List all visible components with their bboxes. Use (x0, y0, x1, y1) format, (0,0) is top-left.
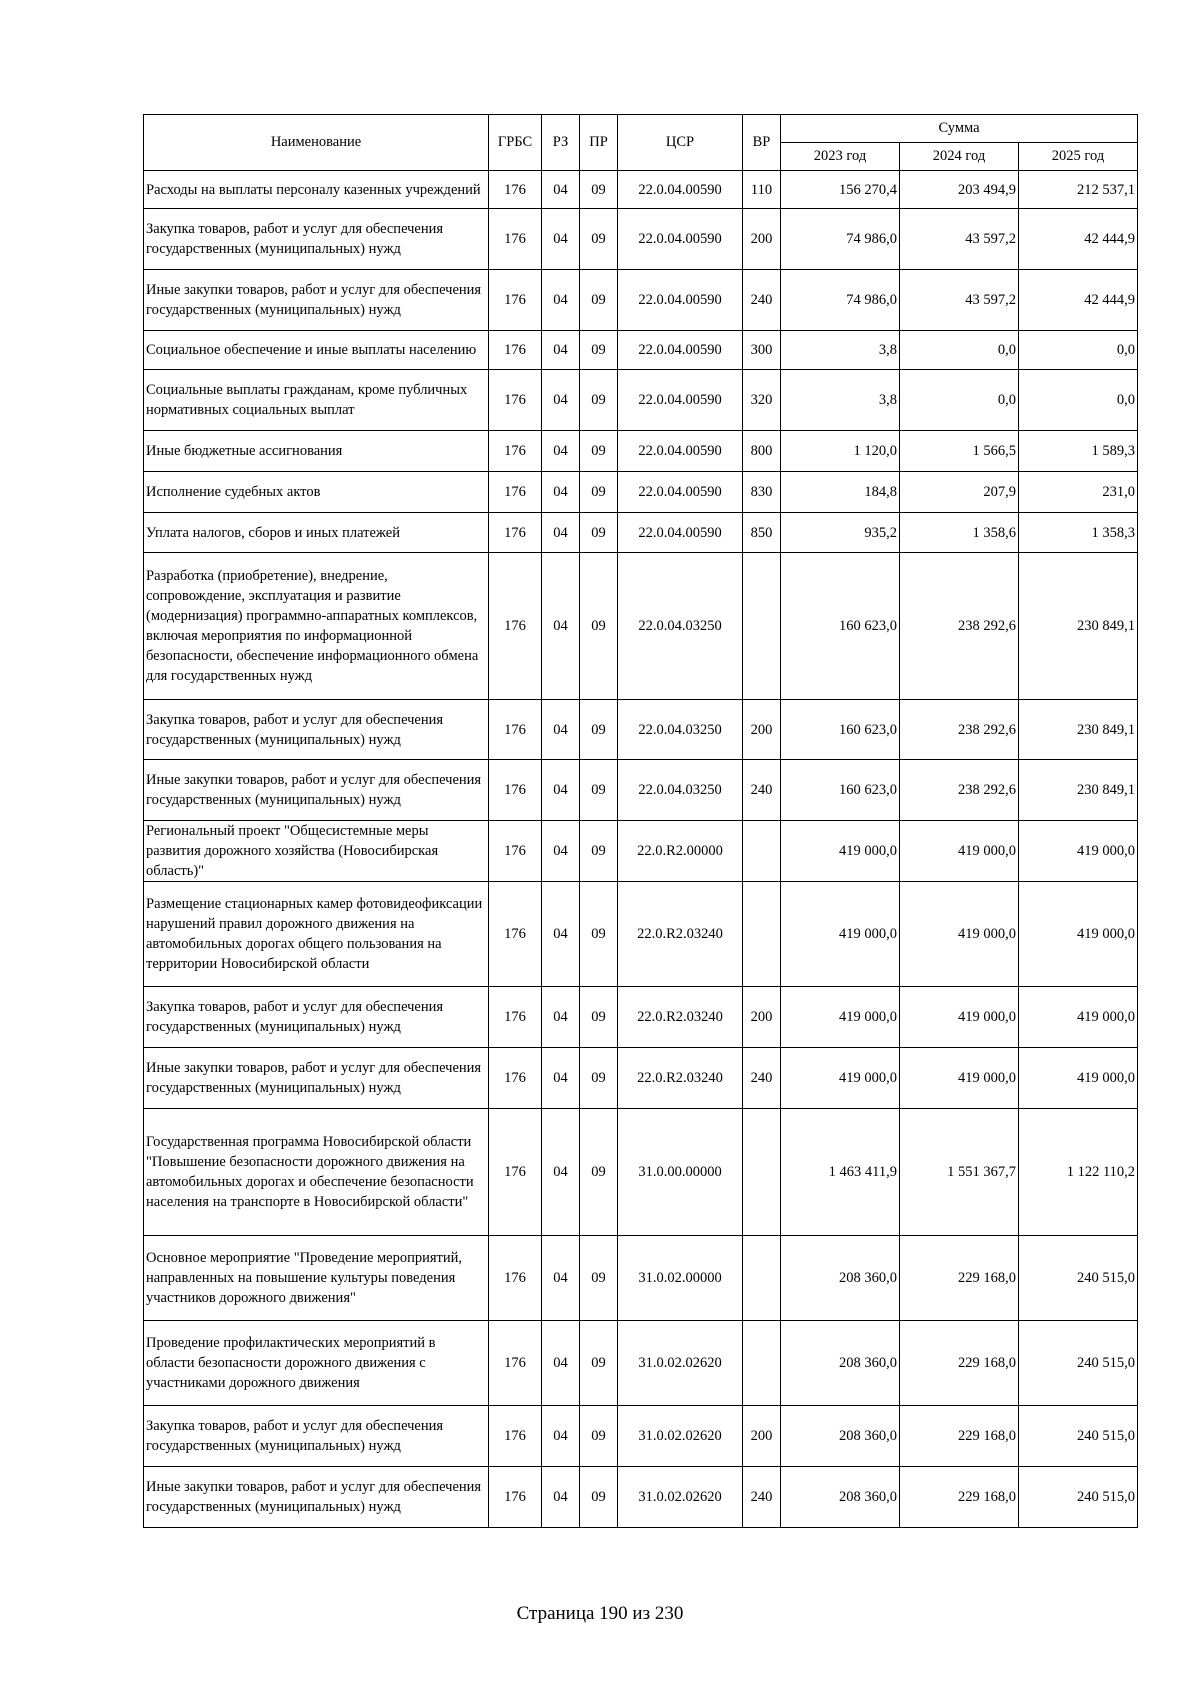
header-pr: ПР (580, 115, 618, 171)
cell-rz: 04 (542, 370, 580, 431)
cell-grbs: 176 (489, 1321, 542, 1406)
cell-vr: 240 (743, 1048, 781, 1109)
cell-grbs: 176 (489, 1236, 542, 1321)
cell-pr: 09 (580, 821, 618, 882)
cell-2023: 419 000,0 (781, 821, 900, 882)
cell-2024: 238 292,6 (900, 700, 1019, 760)
cell-2023: 1 463 411,9 (781, 1109, 900, 1236)
cell-grbs: 176 (489, 209, 542, 270)
cell-rz: 04 (542, 431, 580, 472)
table-row (144, 1321, 1138, 1406)
cell-2024: 238 292,6 (900, 760, 1019, 821)
table-body (144, 171, 1138, 1528)
cell-grbs: 176 (489, 821, 542, 882)
cell-csr: 31.0.02.00000 (618, 1236, 743, 1321)
cell-2024: 238 292,6 (900, 553, 1019, 700)
cell-pr: 09 (580, 1321, 618, 1406)
table-row (144, 472, 1138, 513)
header-2024: 2024 год (900, 143, 1019, 171)
cell-2024: 43 597,2 (900, 270, 1019, 331)
cell-name: Иные закупки товаров, работ и услуг для обеспечения государственных (муниципальных) нужд (144, 1048, 489, 1109)
cell-2023: 160 623,0 (781, 553, 900, 700)
cell-pr: 09 (580, 760, 618, 821)
cell-csr: 22.0.04.00590 (618, 513, 743, 553)
table-row (144, 513, 1138, 553)
cell-csr: 22.0.04.00590 (618, 472, 743, 513)
cell-name: Социальное обеспечение и иные выплаты населению (144, 331, 489, 370)
cell-2025: 419 000,0 (1019, 882, 1138, 987)
cell-name: Закупка товаров, работ и услуг для обеспечения государственных (муниципальных) нужд (144, 987, 489, 1048)
cell-pr: 09 (580, 370, 618, 431)
header-name: Наименование (144, 115, 489, 171)
cell-rz: 04 (542, 1048, 580, 1109)
cell-rz: 04 (542, 821, 580, 882)
cell-2024: 419 000,0 (900, 882, 1019, 987)
cell-grbs: 176 (489, 700, 542, 760)
header-grbs: ГРБС (489, 115, 542, 171)
cell-pr: 09 (580, 431, 618, 472)
cell-name: Иные бюджетные ассигнования (144, 431, 489, 472)
cell-2023: 1 120,0 (781, 431, 900, 472)
cell-2023: 74 986,0 (781, 209, 900, 270)
table-row (144, 553, 1138, 700)
cell-vr (743, 553, 781, 700)
cell-rz: 04 (542, 472, 580, 513)
table-row (144, 700, 1138, 760)
cell-vr (743, 1236, 781, 1321)
cell-name: Размещение стационарных камер фотовидеофиксации нарушений правил дорожного движения на автомобильных дорогах общего пользования на территории Новосибирской области (144, 882, 489, 987)
cell-2024: 419 000,0 (900, 821, 1019, 882)
cell-csr: 22.0.R2.03240 (618, 882, 743, 987)
cell-vr: 200 (743, 209, 781, 270)
cell-vr: 240 (743, 1467, 781, 1528)
cell-grbs: 176 (489, 1406, 542, 1467)
cell-rz: 04 (542, 1236, 580, 1321)
cell-2025: 42 444,9 (1019, 270, 1138, 331)
cell-2023: 419 000,0 (781, 1048, 900, 1109)
cell-pr: 09 (580, 513, 618, 553)
cell-csr: 22.0.04.03250 (618, 760, 743, 821)
cell-grbs: 176 (489, 331, 542, 370)
table-row (144, 431, 1138, 472)
cell-2024: 1 566,5 (900, 431, 1019, 472)
cell-pr: 09 (580, 1467, 618, 1528)
cell-grbs: 176 (489, 171, 542, 209)
cell-pr: 09 (580, 1406, 618, 1467)
cell-2023: 160 623,0 (781, 700, 900, 760)
cell-2025: 419 000,0 (1019, 1048, 1138, 1109)
cell-csr: 22.0.R2.03240 (618, 987, 743, 1048)
cell-2023: 208 360,0 (781, 1321, 900, 1406)
cell-name: Основное мероприятие "Проведение мероприятий, направленных на повышение культуры поведения участников дорожного движения" (144, 1236, 489, 1321)
table-row (144, 370, 1138, 431)
cell-vr: 850 (743, 513, 781, 553)
cell-2023: 160 623,0 (781, 760, 900, 821)
cell-csr: 22.0.04.03250 (618, 700, 743, 760)
cell-2025: 212 537,1 (1019, 171, 1138, 209)
cell-pr: 09 (580, 987, 618, 1048)
cell-2023: 208 360,0 (781, 1236, 900, 1321)
header-2023: 2023 год (781, 143, 900, 171)
cell-2025: 230 849,1 (1019, 700, 1138, 760)
cell-vr (743, 882, 781, 987)
cell-name: Закупка товаров, работ и услуг для обеспечения государственных (муниципальных) нужд (144, 1406, 489, 1467)
cell-csr: 31.0.00.00000 (618, 1109, 743, 1236)
cell-2024: 203 494,9 (900, 171, 1019, 209)
cell-pr: 09 (580, 270, 618, 331)
cell-2025: 1 589,3 (1019, 431, 1138, 472)
cell-grbs: 176 (489, 760, 542, 821)
cell-name: Государственная программа Новосибирской области "Повышение безопасности дорожного движения на автомобильных дорогах и обеспечение безопасности населения на транспорте в Новосибирской области" (144, 1109, 489, 1236)
cell-name: Расходы на выплаты персоналу казенных учреждений (144, 171, 489, 209)
cell-csr: 22.0.04.00590 (618, 171, 743, 209)
cell-2025: 230 849,1 (1019, 760, 1138, 821)
cell-pr: 09 (580, 700, 618, 760)
cell-2024: 229 168,0 (900, 1236, 1019, 1321)
header-vr: ВР (743, 115, 781, 171)
table-header (144, 115, 1138, 171)
cell-vr: 240 (743, 760, 781, 821)
cell-2025: 240 515,0 (1019, 1406, 1138, 1467)
cell-2024: 229 168,0 (900, 1321, 1019, 1406)
table-row (144, 987, 1138, 1048)
cell-name: Иные закупки товаров, работ и услуг для обеспечения государственных (муниципальных) нужд (144, 760, 489, 821)
cell-name: Разработка (приобретение), внедрение, сопровождение, эксплуатация и развитие (модернизация) программно-аппаратных комплексов, включая мероприятия по информационной безопасности, обеспечение информационного обмена для государственных нужд (144, 553, 489, 700)
cell-grbs: 176 (489, 1109, 542, 1236)
cell-2025: 240 515,0 (1019, 1467, 1138, 1528)
table-row (144, 171, 1138, 209)
cell-2024: 1 358,6 (900, 513, 1019, 553)
cell-grbs: 176 (489, 370, 542, 431)
cell-csr: 31.0.02.02620 (618, 1321, 743, 1406)
table-row (144, 882, 1138, 987)
cell-vr (743, 821, 781, 882)
cell-2025: 240 515,0 (1019, 1321, 1138, 1406)
cell-pr: 09 (580, 472, 618, 513)
cell-pr: 09 (580, 1236, 618, 1321)
header-2025: 2025 год (1019, 143, 1138, 171)
cell-pr: 09 (580, 331, 618, 370)
cell-2024: 229 168,0 (900, 1406, 1019, 1467)
cell-vr: 200 (743, 700, 781, 760)
cell-pr: 09 (580, 882, 618, 987)
cell-vr: 110 (743, 171, 781, 209)
cell-name: Иные закупки товаров, работ и услуг для обеспечения государственных (муниципальных) нужд (144, 270, 489, 331)
cell-pr: 09 (580, 209, 618, 270)
cell-2023: 935,2 (781, 513, 900, 553)
cell-2023: 3,8 (781, 331, 900, 370)
cell-2024: 229 168,0 (900, 1467, 1019, 1528)
cell-vr: 800 (743, 431, 781, 472)
cell-2025: 1 358,3 (1019, 513, 1138, 553)
cell-csr: 22.0.04.00590 (618, 331, 743, 370)
cell-rz: 04 (542, 700, 580, 760)
cell-2023: 3,8 (781, 370, 900, 431)
cell-rz: 04 (542, 553, 580, 700)
cell-2023: 419 000,0 (781, 987, 900, 1048)
table-row (144, 1048, 1138, 1109)
cell-name: Иные закупки товаров, работ и услуг для обеспечения государственных (муниципальных) нужд (144, 1467, 489, 1528)
cell-2024: 0,0 (900, 370, 1019, 431)
cell-2025: 230 849,1 (1019, 553, 1138, 700)
cell-2025: 231,0 (1019, 472, 1138, 513)
cell-vr: 830 (743, 472, 781, 513)
header-csr: ЦСР (618, 115, 743, 171)
cell-csr: 22.0.04.00590 (618, 370, 743, 431)
cell-2023: 208 360,0 (781, 1406, 900, 1467)
page-number: Страница 190 из 230 (516, 1603, 684, 1624)
cell-pr: 09 (580, 553, 618, 700)
cell-rz: 04 (542, 513, 580, 553)
cell-2024: 419 000,0 (900, 987, 1019, 1048)
cell-pr: 09 (580, 171, 618, 209)
cell-vr: 300 (743, 331, 781, 370)
cell-rz: 04 (542, 882, 580, 987)
table-row (144, 270, 1138, 331)
cell-2023: 184,8 (781, 472, 900, 513)
cell-rz: 04 (542, 171, 580, 209)
table-row (144, 821, 1138, 882)
cell-rz: 04 (542, 209, 580, 270)
cell-grbs: 176 (489, 553, 542, 700)
cell-vr: 320 (743, 370, 781, 431)
cell-2023: 74 986,0 (781, 270, 900, 331)
header-sum: Сумма (781, 115, 1138, 143)
cell-2024: 1 551 367,7 (900, 1109, 1019, 1236)
cell-grbs: 176 (489, 1467, 542, 1528)
cell-2024: 0,0 (900, 331, 1019, 370)
cell-name: Закупка товаров, работ и услуг для обеспечения государственных (муниципальных) нужд (144, 700, 489, 760)
cell-grbs: 176 (489, 431, 542, 472)
cell-csr: 31.0.02.02620 (618, 1406, 743, 1467)
cell-rz: 04 (542, 1321, 580, 1406)
cell-pr: 09 (580, 1109, 618, 1236)
cell-rz: 04 (542, 270, 580, 331)
cell-2024: 419 000,0 (900, 1048, 1019, 1109)
cell-pr: 09 (580, 1048, 618, 1109)
cell-csr: 22.0.R2.00000 (618, 821, 743, 882)
cell-2025: 240 515,0 (1019, 1236, 1138, 1321)
cell-vr: 200 (743, 987, 781, 1048)
cell-2025: 419 000,0 (1019, 821, 1138, 882)
table-row (144, 1109, 1138, 1236)
cell-vr (743, 1109, 781, 1236)
cell-csr: 22.0.04.00590 (618, 431, 743, 472)
cell-grbs: 176 (489, 472, 542, 513)
cell-rz: 04 (542, 760, 580, 821)
cell-csr: 22.0.04.00590 (618, 209, 743, 270)
cell-vr: 240 (743, 270, 781, 331)
cell-name: Региональный проект "Общесистемные меры развития дорожного хозяйства (Новосибирская область)" (144, 821, 489, 882)
table-row (144, 331, 1138, 370)
cell-grbs: 176 (489, 1048, 542, 1109)
cell-name: Социальные выплаты гражданам, кроме публичных нормативных социальных выплат (144, 370, 489, 431)
cell-rz: 04 (542, 1109, 580, 1236)
cell-2024: 207,9 (900, 472, 1019, 513)
cell-grbs: 176 (489, 270, 542, 331)
cell-csr: 22.0.04.00590 (618, 270, 743, 331)
cell-rz: 04 (542, 1406, 580, 1467)
cell-name: Проведение профилактических мероприятий в области безопасности дорожного движения с участниками дорожного движения (144, 1321, 489, 1406)
cell-2023: 208 360,0 (781, 1467, 900, 1528)
cell-grbs: 176 (489, 987, 542, 1048)
cell-2025: 42 444,9 (1019, 209, 1138, 270)
cell-rz: 04 (542, 987, 580, 1048)
cell-rz: 04 (542, 1467, 580, 1528)
cell-grbs: 176 (489, 882, 542, 987)
cell-2025: 1 122 110,2 (1019, 1109, 1138, 1236)
cell-name: Исполнение судебных актов (144, 472, 489, 513)
table-row (144, 1236, 1138, 1321)
cell-grbs: 176 (489, 513, 542, 553)
cell-csr: 22.0.04.03250 (618, 553, 743, 700)
budget-table (143, 114, 1138, 1528)
table-row (144, 760, 1138, 821)
cell-rz: 04 (542, 331, 580, 370)
cell-2023: 156 270,4 (781, 171, 900, 209)
table-row (144, 209, 1138, 270)
cell-csr: 22.0.R2.03240 (618, 1048, 743, 1109)
cell-csr: 31.0.02.02620 (618, 1467, 743, 1528)
cell-2025: 419 000,0 (1019, 987, 1138, 1048)
cell-2023: 419 000,0 (781, 882, 900, 987)
cell-2025: 0,0 (1019, 331, 1138, 370)
cell-name: Уплата налогов, сборов и иных платежей (144, 513, 489, 553)
header-rz: РЗ (542, 115, 580, 171)
cell-name: Закупка товаров, работ и услуг для обеспечения государственных (муниципальных) нужд (144, 209, 489, 270)
table-row (144, 1467, 1138, 1528)
table-row (144, 1406, 1138, 1467)
cell-vr (743, 1321, 781, 1406)
cell-2024: 43 597,2 (900, 209, 1019, 270)
cell-2025: 0,0 (1019, 370, 1138, 431)
cell-vr: 200 (743, 1406, 781, 1467)
